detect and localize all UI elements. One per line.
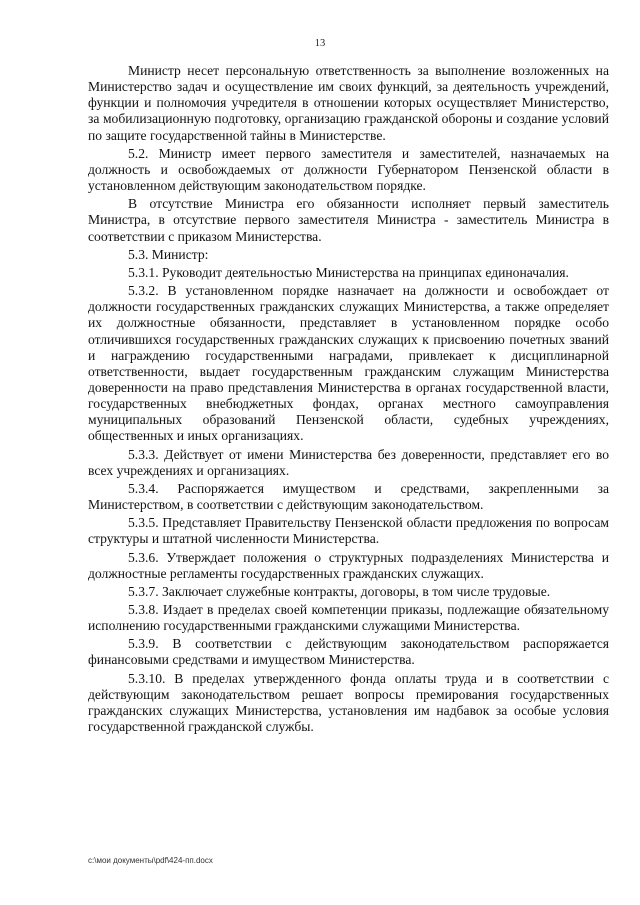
paragraph-5-3-6: 5.3.6. Утверждает положения о структурных подразделениях Министерства и должностные регламенты государственных гражданских служащих. <box>88 549 609 581</box>
paragraph-5-3-9: 5.3.9. В соответствии с действующим законодательством распоряжается финансовыми средствами и имуществом Министерства. <box>88 636 609 668</box>
paragraph-5-3-2: 5.3.2. В установленном порядке назначает на должности и освобождает от должности государственных гражданских служащих Министерства, а также определяет их должностные обязанности, представляет в установленном порядке особо отличившихся государственных гражданских служащих к присвоению почетных званий и награждению государственными наградами, привлекает к дисциплинарной ответственности, выдает государственным гражданским служащим Министерства доверенности на право представления Министерства в органах государственной власти, государственных внебюджетных фондах, органах местного самоуправления муниципальных образований Пензенской области, судебных учреждениях, общественных и иных организациях. <box>88 283 609 444</box>
paragraph-5-2: 5.2. Министр имеет первого заместителя и заместителей, назначаемых на должность и освобождаемых от должности Губернатором Пензенской области в установленном действующим законодательством порядке. <box>88 145 609 194</box>
paragraph-minister-responsibility: Министр несет персональную ответственность за выполнение возложенных на Министерство задач и осуществление им своих функций, за деятельность учреждений, функции и полномочия учредителя в отношении которых осуществляет Министерство, за мобилизационную подготовку, организацию гражданской обороны и создание условий по защите государственной тайны в Министерстве. <box>88 63 609 143</box>
paragraph-5-3-5: 5.3.5. Представляет Правительству Пензенской области предложения по вопросам структуры и штатной численности Министерства. <box>88 515 609 547</box>
paragraph-5-3-3: 5.3.3. Действует от имени Министерства без доверенности, представляет его во всех учреждениях и организациях. <box>88 446 609 478</box>
paragraph-5-3-4: 5.3.4. Распоряжается имуществом и средствами, закрепленными за Министерством, в соответствии с действующим законодательством. <box>88 480 609 513</box>
paragraph-5-3-10: 5.3.10. В пределах утвержденного фонда оплаты труда и в соответствии с действующим законодательством решает вопросы премирования государственных гражданских служащих Министерства, установления им надбавок за особые условия государственной гражданской службы. <box>88 670 609 735</box>
paragraph-5-3: 5.3. Министр: <box>128 246 209 262</box>
document-body <box>88 63 609 735</box>
paragraph-5-3-8: 5.3.8. Издает в пределах своей компетенции приказы, подлежащие обязательному исполнению государственными гражданскими служащими Министерства. <box>88 602 609 634</box>
paragraph-5-3-1: 5.3.1. Руководит деятельностью Министерства на принципах единоначалия. <box>128 264 569 280</box>
paragraph-absence: В отсутствие Министра его обязанности исполняет первый заместитель Министра, в отсутствие первого заместителя Министра - заместитель Министра в соответствии с приказом Министерства. <box>88 196 609 244</box>
paragraph-5-3-7: 5.3.7. Заключает служебные контракты, договоры, в том числе трудовые. <box>128 583 551 599</box>
footer-file-path: c:\мои документы\pdf\424-пп.docx <box>88 856 213 865</box>
page-number: 13 <box>314 38 326 49</box>
